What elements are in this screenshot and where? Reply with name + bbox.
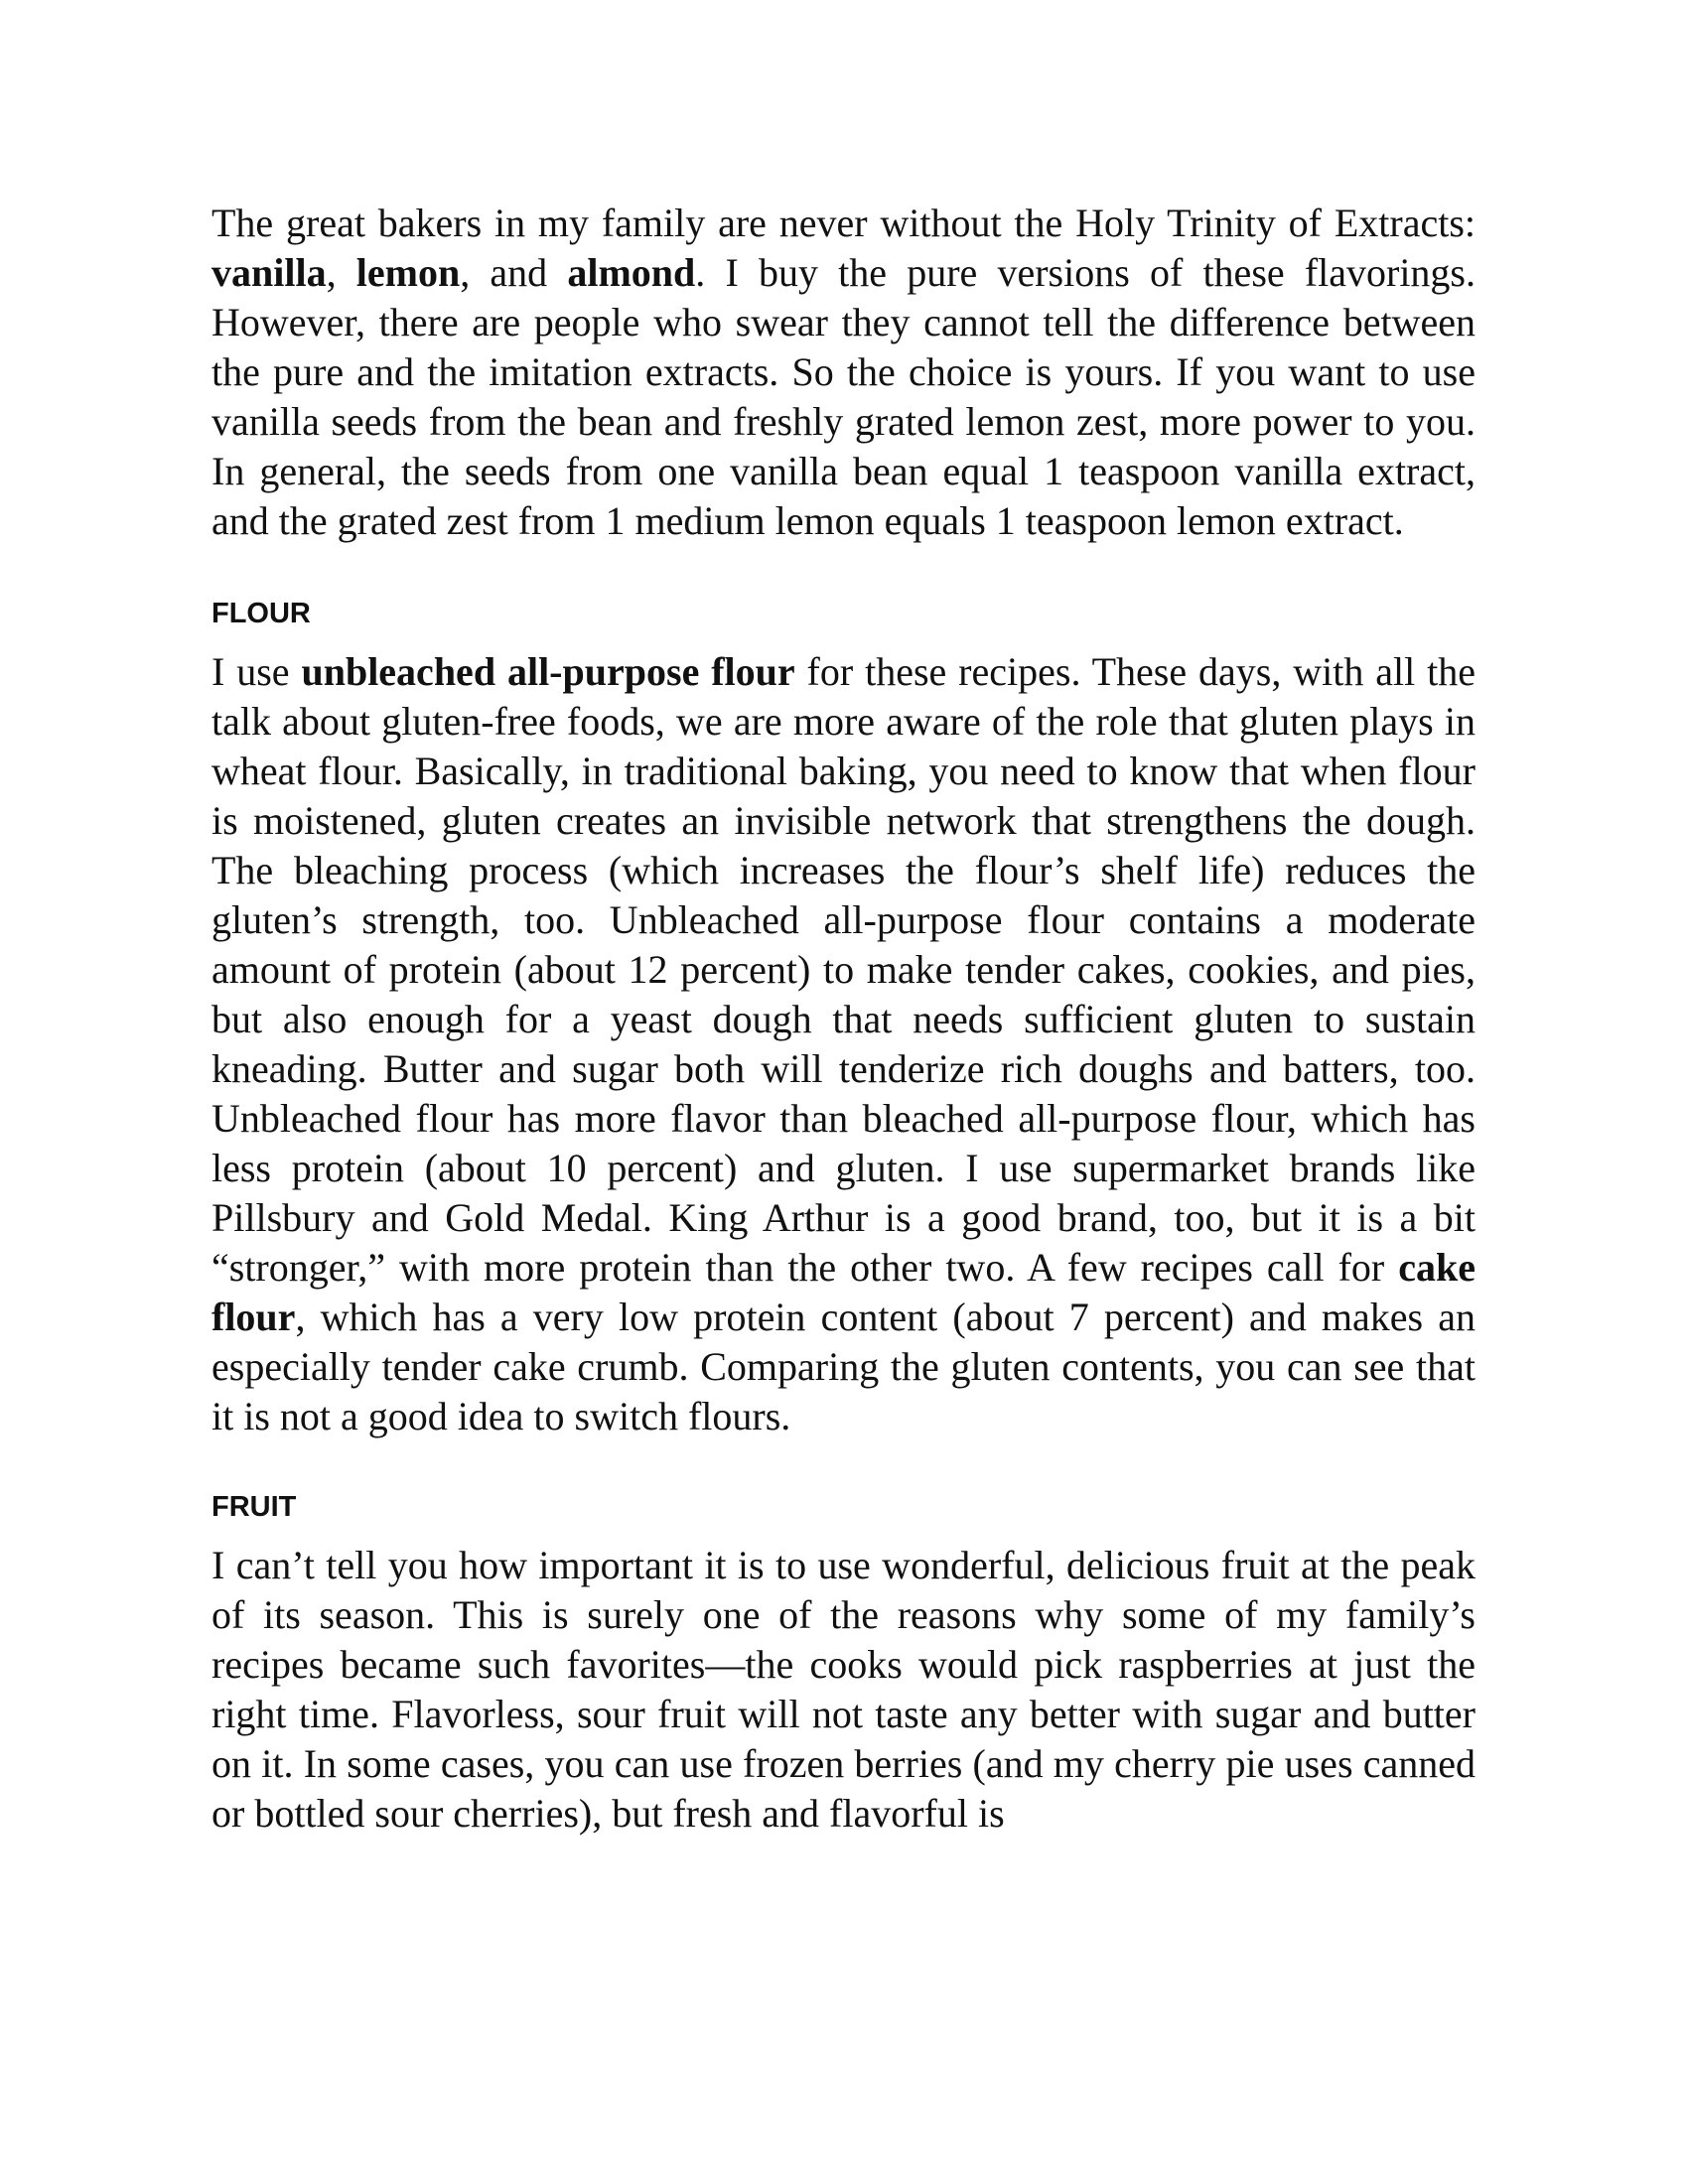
extract-lemon: lemon	[355, 250, 461, 295]
extract-vanilla: vanilla	[211, 250, 327, 295]
flour-text-2: for these recipes. These days, with all the talk about gluten-free foods, we are more aware of the role that gluten plays in wheat flour. Basically, in traditional baking, you need to know that when flour is moistened, gluten creates an invisible network that strengthens the dough. The bleaching process (which increases the flour’s shelf life) reduces the gluten’s strength, too. Unbleached all-purpose flour contains a moderate amount of protein (about 12 percent) to make tender cakes, cookies, and pies, but also enough for a yeast dough that needs sufficient gluten to sustain kneading. Butter and sugar both will tenderize rich doughs and batters, too. Unbleached flour has more flavor than bleached all-purpose flour, which has less protein (about 10 percent) and gluten. I use supermarket brands like Pillsbury and Gold Medal. King Arthur is a good brand, too, but it is a bit “stronger,” with more protein than the other two. A few recipes call for	[211, 649, 1477, 1290]
flour-text-3: , which has a very low protein content (about 7 percent) and makes an especially tender cake crumb. Comparing the gluten contents, you can see that it is not a good idea to switch flours.	[211, 1295, 1476, 1438]
extracts-text-2: . I buy the pure versions of these flavorings. However, there are people who swear they cannot tell the difference between the pure and the imitation extracts. So the choice is yours. If you want to use vanilla seeds from the bean and freshly grated lemon zest, more power to you. In general, the seeds from one vanilla bean equal 1 teaspoon vanilla extract, and the grated zest from 1 medium lemon equals 1 teaspoon lemon extract.	[211, 250, 1477, 543]
fruit-text-1: I can’t tell you how important it is to use wonderful, delicious fruit at the peak of its season. This is surely one of the reasons why some of my family’s recipes became such favorites—the cooks would pick raspberries at just the right time. Flavorless, sour fruit will not taste any better with sugar and butter on it. In some cases, you can use frozen berries (and my cherry pie uses canned or bottled sour cherries), but fresh and flavorful is	[211, 1543, 1476, 1836]
flour-heading: FLOUR	[211, 598, 311, 629]
flour-unbleached-term: unbleached all-purpose flour	[301, 649, 795, 694]
extracts-separator-2: , and	[460, 250, 568, 295]
extracts-paragraph	[211, 199, 1476, 546]
document-page	[211, 199, 1476, 1839]
fruit-heading: FRUIT	[211, 1491, 297, 1523]
flour-cake-flour-term: cake flour	[211, 1245, 1476, 1339]
fruit-paragraph	[211, 1541, 1476, 1839]
extracts-separator-1: ,	[326, 250, 356, 295]
flour-text-1: I use	[211, 649, 302, 694]
extracts-text-1: The great bakers in my family are never without the Holy Trinity of Extracts:	[211, 201, 1476, 245]
flour-paragraph	[211, 647, 1476, 1441]
extract-almond: almond	[567, 250, 696, 295]
